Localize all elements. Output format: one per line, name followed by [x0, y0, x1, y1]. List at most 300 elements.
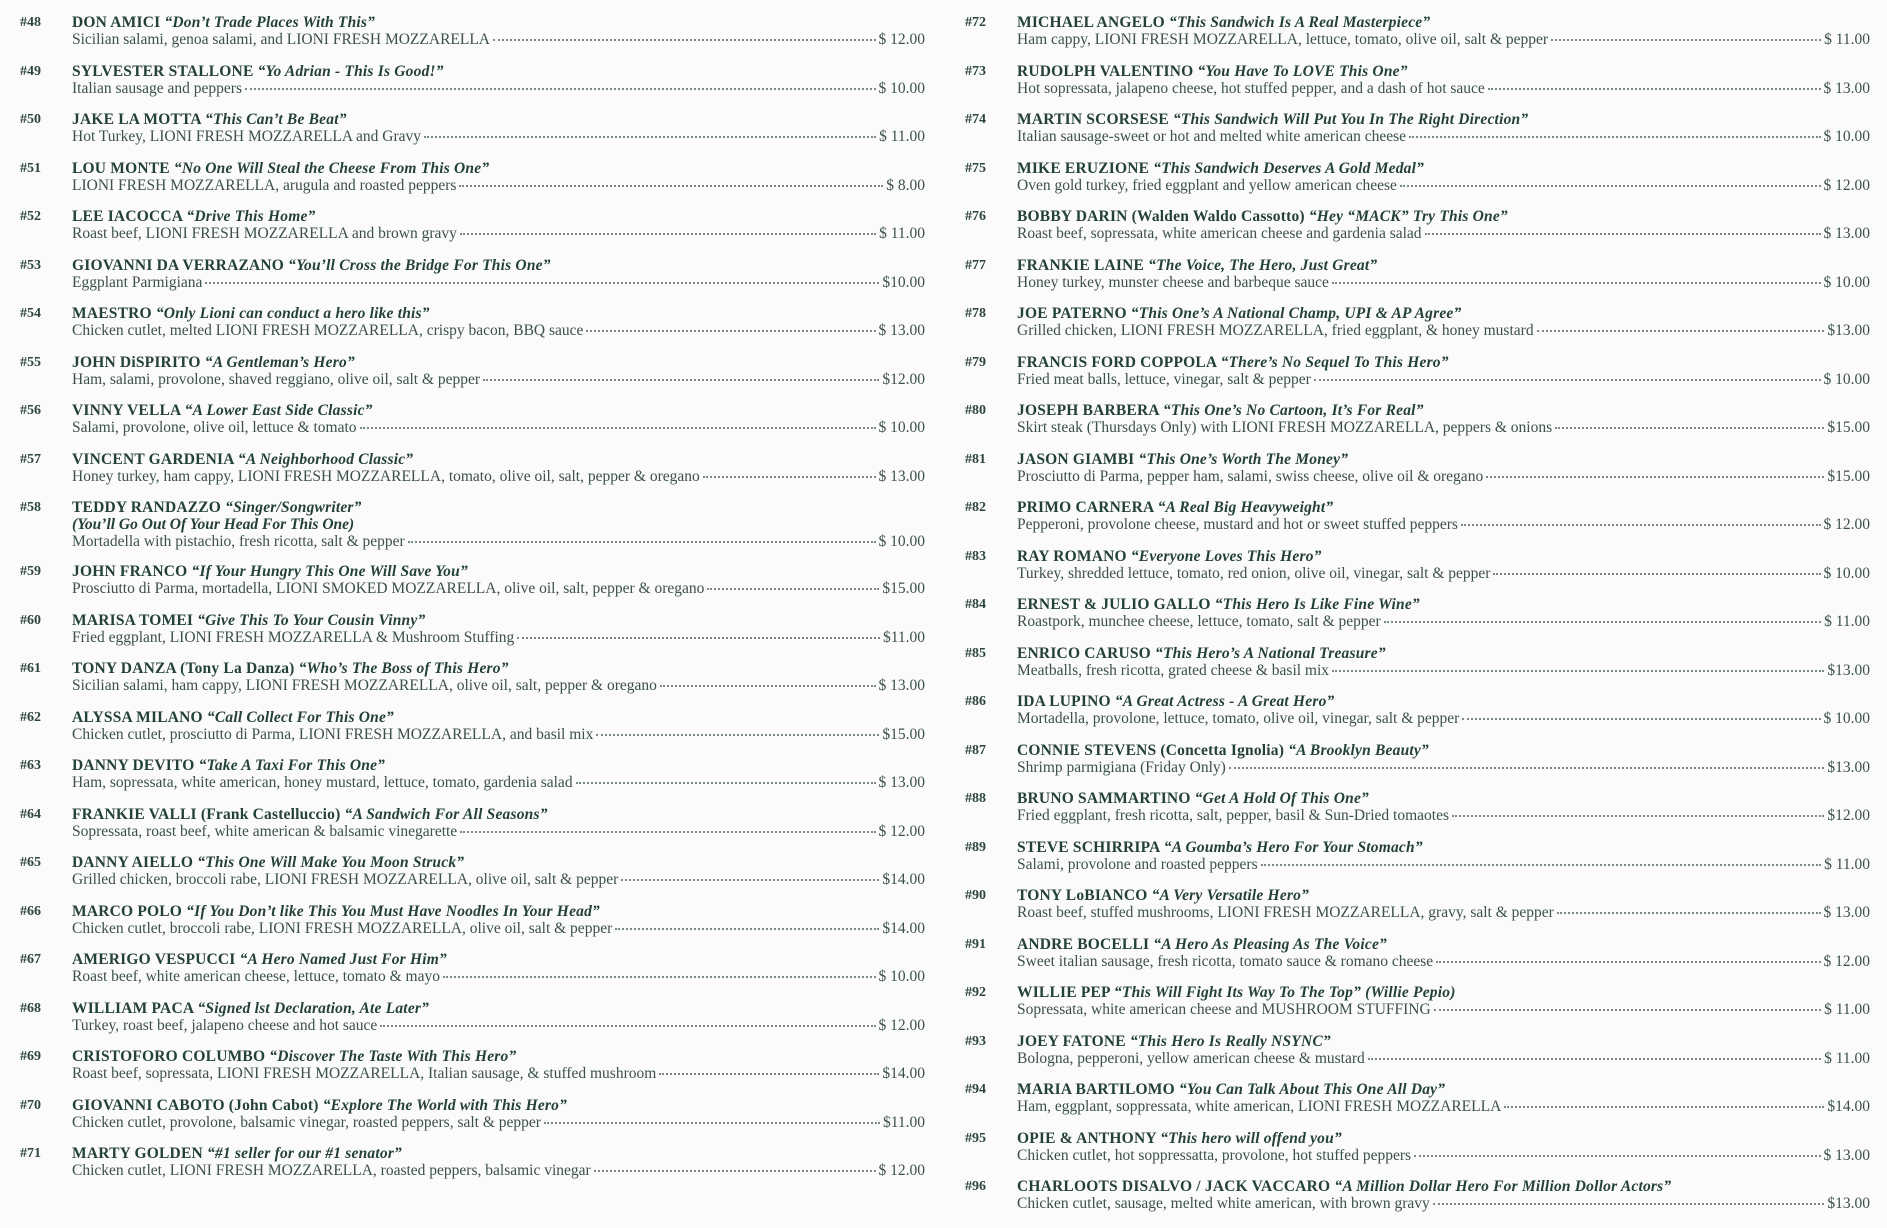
- dot-leader: [380, 1025, 875, 1027]
- menu-item: [965, 160, 1870, 209]
- item-name: MARCO POLO: [72, 902, 183, 920]
- item-number: #79: [965, 354, 986, 370]
- menu-item: [965, 1130, 1870, 1179]
- item-tagline: “Everyone Loves This Hero”: [1130, 547, 1322, 565]
- item-description-line: [72, 580, 925, 597]
- item-title: [72, 660, 925, 677]
- item-description-line: [72, 371, 925, 388]
- dot-leader: [1461, 524, 1821, 526]
- item-title: [1017, 402, 1870, 419]
- item-description-line: [1017, 613, 1870, 630]
- item-price: $ 13.00: [878, 677, 925, 694]
- item-price: $ 11.00: [1824, 1049, 1870, 1067]
- item-name: MARTY GOLDEN: [72, 1145, 203, 1162]
- item-name: DANNY AIELLO: [72, 854, 194, 871]
- item-description-line: [1017, 419, 1870, 436]
- item-description: Mortadella with pistachio, fresh ricotta, salt & pepper: [72, 533, 405, 550]
- menu-item: [965, 839, 1870, 888]
- item-description-line: [72, 177, 925, 194]
- item-description-line: [1017, 807, 1870, 824]
- item-tagline: “This Hero Is Really NSYNC”: [1129, 1032, 1331, 1050]
- item-tagline: “This One’s No Cartoon, It’s For Real”: [1162, 402, 1424, 419]
- item-description-line: [1017, 1098, 1870, 1115]
- item-title: [1017, 936, 1870, 953]
- item-description: Chicken cutlet, prosciutto di Parma, LIONI FRESH MOZZARELLA, and basil mix: [72, 725, 594, 743]
- item-tagline: “A Hero As Pleasing As The Voice”: [1153, 935, 1387, 953]
- item-title: [1017, 257, 1870, 274]
- item-description-line: [72, 1162, 925, 1179]
- item-description: Oven gold turkey, fried eggplant and yellow american cheese: [1017, 176, 1397, 194]
- dot-leader: [615, 928, 879, 930]
- item-number: #72: [965, 15, 986, 30]
- item-description-line: [72, 774, 925, 791]
- item-name: WILLIE PEP: [1017, 984, 1110, 1001]
- item-price: $ 10.00: [1823, 370, 1870, 388]
- menu-item: [965, 548, 1870, 597]
- item-description-line: [1017, 177, 1870, 194]
- item-description: Skirt steak (Thursdays Only) with LIONI FRESH MOZZARELLA, peppers & onions: [1017, 419, 1553, 436]
- dot-leader: [1488, 88, 1821, 90]
- menu-item: [965, 354, 1870, 403]
- item-name: JAKE LA MOTTA: [72, 111, 201, 128]
- item-description: Italian sausage-sweet or hot and melted white american cheese: [1017, 128, 1407, 145]
- dot-leader: [1414, 1155, 1820, 1157]
- dot-leader: [1452, 815, 1824, 817]
- menu-item: [20, 612, 925, 661]
- menu-item: [20, 903, 925, 952]
- item-description: Hot sopressata, jalapeno cheese, hot stuffed pepper, and a dash of hot sauce: [1017, 79, 1485, 97]
- item-title: [1017, 1178, 1870, 1195]
- item-title: [1017, 984, 1870, 1001]
- item-number: #60: [20, 612, 41, 628]
- item-price: $13.00: [1827, 322, 1870, 339]
- item-description: Chicken cutlet, broccoli rabe, LIONI FRESH MOZZARELLA, olive oil, salt & pepper: [72, 919, 613, 937]
- dot-leader: [483, 379, 879, 381]
- item-title: [72, 208, 925, 225]
- item-name: JOSEPH BARBERA: [1017, 402, 1159, 419]
- menu-item: [965, 451, 1870, 500]
- dot-leader: [586, 330, 875, 332]
- item-number: #59: [20, 564, 41, 579]
- item-tagline: “This Sandwich Is A Real Masterpiece”: [1169, 14, 1431, 31]
- item-name: JOE PATERNO: [1017, 305, 1127, 322]
- item-description: Sopressata, roast beef, white american & balsamic vinegarette: [72, 822, 458, 840]
- item-description-line: [72, 726, 925, 743]
- item-description-line: [72, 968, 925, 985]
- dot-leader: [594, 1170, 876, 1172]
- item-description-line: [1017, 1001, 1870, 1018]
- item-tagline: “A Brooklyn Beauty”: [1288, 741, 1429, 759]
- dot-leader: [660, 685, 876, 687]
- item-price: $ 10.00: [1823, 710, 1870, 727]
- item-description-line: [1017, 371, 1870, 388]
- item-description-line: [1017, 31, 1870, 48]
- item-tagline: “A Great Actress - A Great Hero”: [1114, 693, 1335, 710]
- item-price: $14.00: [882, 1065, 925, 1082]
- item-tagline: “This Sandwich Deserves A Gold Medal”: [1153, 159, 1425, 177]
- menu-item: [20, 709, 925, 758]
- item-name: ALYSSA MILANO: [72, 708, 203, 726]
- item-title: [72, 499, 925, 516]
- item-description-line: [72, 274, 925, 291]
- menu-item: [965, 693, 1870, 742]
- item-name: FRANKIE VALLI (Frank Castelluccio): [72, 805, 341, 823]
- item-price: $10.00: [882, 273, 925, 291]
- item-number: #64: [20, 806, 41, 822]
- item-price: $15.00: [882, 725, 925, 743]
- item-title: [1017, 1081, 1870, 1098]
- item-description: Prosciutto di Parma, mortadella, LIONI SMOKED MOZZARELLA, olive oil, salt, pepper & oregano: [72, 580, 705, 597]
- dot-leader: [517, 637, 880, 639]
- menu-item: [965, 596, 1870, 645]
- item-title: [72, 806, 925, 823]
- item-description-line: [72, 80, 925, 97]
- item-description: Fried eggplant, LIONI FRESH MOZZARELLA & Mushroom Stuffing: [72, 628, 515, 646]
- dot-leader: [576, 782, 876, 784]
- dot-leader: [1537, 330, 1825, 332]
- item-price: $ 12.00: [878, 31, 925, 48]
- item-price: $12.00: [882, 370, 925, 388]
- menu-item: [965, 499, 1870, 548]
- item-title: [72, 354, 925, 371]
- menu-item: [965, 645, 1870, 694]
- item-name: TONY LoBIANCO: [1017, 887, 1148, 904]
- item-price: $13.00: [1827, 1195, 1870, 1212]
- item-number: #90: [965, 888, 986, 903]
- item-name: STEVE SCHIRRIPA: [1017, 838, 1160, 856]
- item-number: #86: [965, 694, 986, 709]
- item-number: #75: [965, 160, 986, 176]
- menu-item: [20, 951, 925, 1000]
- item-title: [72, 612, 925, 629]
- item-price: $ 8.00: [886, 176, 925, 194]
- item-tagline: “Only Lioni can conduct a hero like this”: [155, 305, 430, 322]
- menu-item: [965, 790, 1870, 839]
- item-description-line: [1017, 80, 1870, 97]
- item-tagline: “This Will Fight Its Way To The Top” (Willie Pepio): [1113, 984, 1456, 1001]
- item-tagline: “This Hero Is Like Fine Wine”: [1214, 596, 1420, 613]
- item-name: GIOVANNI DA VERRAZANO: [72, 256, 285, 274]
- menu-item: [20, 1048, 925, 1097]
- menu-item: [20, 854, 925, 903]
- menu-item: [965, 1033, 1870, 1082]
- item-price: $ 13.00: [878, 322, 925, 339]
- item-subtitle: (You’ll Go Out Of Your Head For This One): [72, 516, 355, 533]
- item-name: GIOVANNI CABOTO (John Cabot): [72, 1096, 319, 1114]
- item-description-line: [72, 677, 925, 694]
- dot-leader: [1332, 670, 1824, 672]
- item-tagline: “A Million Dollar Hero For Million Dollor Actors”: [1334, 1178, 1672, 1195]
- item-name: MARTIN SCORSESE: [1017, 111, 1169, 128]
- item-title: [1017, 645, 1870, 662]
- item-name: ANDRE BOCELLI: [1017, 935, 1150, 953]
- item-name: MARIA BARTILOMO: [1017, 1081, 1175, 1098]
- item-name: LOU MONTE: [72, 159, 170, 177]
- item-number: #73: [965, 63, 986, 79]
- item-description-line: [72, 871, 925, 888]
- item-title: [72, 854, 925, 871]
- item-number: #61: [20, 661, 41, 676]
- item-number: #54: [20, 306, 41, 321]
- menu-item: [20, 451, 925, 500]
- item-name: DON AMICI: [72, 14, 161, 31]
- item-price: $ 13.00: [1823, 225, 1870, 242]
- item-number: #88: [965, 791, 986, 806]
- item-description-line: [1017, 468, 1870, 485]
- item-price: $14.00: [1827, 1098, 1870, 1115]
- menu-item: [20, 563, 925, 612]
- item-price: $15.00: [882, 580, 925, 597]
- dot-leader: [1314, 379, 1821, 381]
- menu-item: [965, 1081, 1870, 1130]
- item-title: [72, 757, 925, 774]
- item-number: #48: [20, 15, 41, 30]
- item-description: Ham, salami, provolone, shaved reggiano, olive oil, salt & pepper: [72, 370, 481, 388]
- menu-item: [965, 1178, 1870, 1227]
- item-price: $ 12.00: [878, 822, 925, 840]
- item-description-line: [1017, 953, 1870, 970]
- dot-leader: [707, 588, 879, 590]
- item-tagline: “If Your Hungry This One Will Save You”: [191, 563, 468, 580]
- item-name: JOHN FRANCO: [72, 563, 188, 580]
- menu-item: [20, 111, 925, 160]
- item-title: [72, 111, 925, 128]
- dot-leader: [1504, 1106, 1824, 1108]
- item-description: Salami, provolone, olive oil, lettuce & tomato: [72, 419, 357, 436]
- item-name: CHARLOOTS DISALVO / JACK VACCARO: [1017, 1178, 1331, 1195]
- item-tagline: “No One Will Steal the Cheese From This One”: [173, 159, 490, 177]
- item-name: DANNY DEVITO: [72, 757, 195, 774]
- dot-leader: [424, 136, 876, 138]
- item-number: #71: [20, 1146, 41, 1161]
- item-description-line: [72, 823, 925, 840]
- item-name: MICHAEL ANGELO: [1017, 14, 1165, 31]
- item-description: Roast beef, sopressata, white american cheese and gardenia salad: [1017, 225, 1422, 242]
- item-title: [72, 14, 925, 31]
- item-title: [1017, 1130, 1870, 1147]
- menu-item: [20, 499, 925, 563]
- item-description: Roast beef, stuffed mushrooms, LIONI FRESH MOZZARELLA, gravy, salt & pepper: [1017, 904, 1554, 921]
- item-price: $15.00: [1827, 467, 1870, 485]
- item-description: Prosciutto di Parma, pepper ham, salami, swiss cheese, olive oil & oregano: [1017, 467, 1484, 485]
- item-description: LIONI FRESH MOZZARELLA, arugula and roasted peppers: [72, 176, 457, 194]
- item-number: #74: [965, 112, 986, 127]
- menu-item: [20, 660, 925, 709]
- item-description: Eggplant Parmigiana: [72, 273, 203, 291]
- dot-leader: [1425, 233, 1821, 235]
- item-title: [72, 305, 925, 322]
- item-title: [1017, 111, 1870, 128]
- item-description: Meatballs, fresh ricotta, grated cheese & basil mix: [1017, 661, 1330, 679]
- item-tagline: “This Sandwich Will Put You In The Right Direction”: [1172, 111, 1529, 128]
- item-title: [1017, 499, 1870, 516]
- item-title: [1017, 839, 1870, 856]
- item-tagline: “This One’s A National Champ, UPI & AP Agree”: [1130, 305, 1462, 322]
- item-description-line: [72, 1114, 925, 1131]
- item-title: [72, 451, 925, 468]
- item-tagline: “A Sandwich For All Seasons”: [344, 805, 548, 823]
- dot-leader: [1384, 621, 1821, 623]
- item-title: [1017, 160, 1870, 177]
- item-title: [72, 709, 925, 726]
- item-description: Chicken cutlet, LIONI FRESH MOZZARELLA, roasted peppers, balsamic vinegar: [72, 1162, 591, 1179]
- item-title: [1017, 596, 1870, 613]
- item-tagline: “A Hero Named Just For Him”: [239, 951, 447, 968]
- item-description-line: [1017, 856, 1870, 873]
- item-tagline: “Signed lst Declaration, Ate Later”: [197, 999, 430, 1017]
- item-name: MARISA TOMEI: [72, 611, 194, 629]
- item-description-line: [72, 533, 925, 550]
- item-number: #58: [20, 500, 41, 515]
- menu-item: [965, 742, 1870, 791]
- dot-leader: [360, 427, 876, 429]
- dot-leader: [460, 831, 875, 833]
- item-name: LEE IACOCCA: [72, 208, 183, 225]
- item-description-line: [72, 468, 925, 485]
- item-tagline: “Explore The World with This Hero”: [322, 1096, 568, 1114]
- menu-item: [20, 354, 925, 403]
- item-tagline: “Take A Taxi For This One”: [198, 757, 386, 774]
- item-number: #70: [20, 1097, 41, 1113]
- item-price: $ 10.00: [878, 968, 925, 985]
- menu-item: [965, 14, 1870, 63]
- dot-leader: [1557, 912, 1821, 914]
- menu-item: [965, 63, 1870, 112]
- item-tagline: “Yo Adrian - This Is Good!”: [257, 62, 444, 80]
- item-number: #68: [20, 1000, 41, 1016]
- item-number: #76: [965, 209, 986, 224]
- item-name: ENRICO CARUSO: [1017, 644, 1151, 662]
- dot-leader: [1436, 961, 1820, 963]
- item-title: [1017, 790, 1870, 807]
- item-number: #51: [20, 160, 41, 176]
- item-number: #69: [20, 1049, 41, 1064]
- item-price: $15.00: [1827, 419, 1870, 436]
- item-title: [1017, 742, 1870, 759]
- item-tagline: “This One Will Make You Moon Struck”: [197, 854, 465, 871]
- item-title: [72, 1145, 925, 1162]
- item-price: $ 10.00: [1823, 564, 1870, 582]
- item-name: TONY DANZA (Tony La Danza): [72, 660, 295, 677]
- item-name: JASON GIAMBI: [1017, 450, 1135, 468]
- item-description-line: [1017, 225, 1870, 242]
- item-description-line: [72, 1065, 925, 1082]
- item-number: #66: [20, 903, 41, 919]
- menu-item: [20, 757, 925, 806]
- item-name: JOHN DiSPIRITO: [72, 353, 201, 371]
- item-tagline: “This One’s Worth The Money”: [1138, 450, 1349, 468]
- menu-column-left: [20, 14, 925, 1194]
- item-number: #82: [965, 500, 986, 515]
- item-tagline: “Give This To Your Cousin Vinny”: [197, 611, 426, 629]
- item-price: $11.00: [882, 1113, 925, 1131]
- item-description-line: [72, 322, 925, 339]
- item-title: [72, 1000, 925, 1017]
- item-name: PRIMO CARNERA: [1017, 499, 1154, 516]
- item-tagline: “#1 seller for our #1 senator”: [206, 1145, 402, 1162]
- item-description-line: [1017, 516, 1870, 533]
- item-tagline: “A Neighborhood Classic”: [237, 450, 414, 468]
- item-price: $ 13.00: [1823, 1146, 1870, 1164]
- item-tagline: “You’ll Cross the Bridge For This One”: [288, 256, 551, 274]
- item-price: $12.00: [1827, 807, 1870, 824]
- menu-item: [20, 1145, 925, 1194]
- item-price: $ 11.00: [1824, 1001, 1870, 1018]
- item-description: Roast beef, sopressata, LIONI FRESH MOZZARELLA, Italian sausage, & stuffed mushroom: [72, 1065, 657, 1082]
- dot-leader: [408, 541, 876, 543]
- item-description-line: [1017, 710, 1870, 727]
- item-number: #49: [20, 63, 41, 79]
- item-description-line: [1017, 662, 1870, 679]
- dot-leader: [443, 976, 876, 978]
- item-description: Honey turkey, munster cheese and barbeque sauce: [1017, 273, 1329, 291]
- item-tagline: “Hey “MACK” Try This One”: [1308, 208, 1508, 225]
- item-price: $ 10.00: [878, 79, 925, 97]
- item-price: $ 11.00: [879, 225, 925, 242]
- item-number: #57: [20, 451, 41, 467]
- item-number: #55: [20, 354, 41, 370]
- item-title: [1017, 548, 1870, 565]
- item-description: Shrimp parmigiana (Friday Only): [1017, 758, 1226, 776]
- item-name: TEDDY RANDAZZO: [72, 499, 222, 516]
- item-number: #50: [20, 112, 41, 127]
- item-tagline: “Get A Hold Of This One”: [1194, 790, 1369, 807]
- item-description-line: [1017, 759, 1870, 776]
- dot-leader: [1332, 282, 1821, 284]
- menu-item: [965, 984, 1870, 1033]
- item-price: $ 10.00: [878, 533, 925, 550]
- item-description: Chicken cutlet, melted LIONI FRESH MOZZARELLA, crispy bacon, BBQ sauce: [72, 322, 584, 339]
- item-description: Sicilian salami, genoa salami, and LIONI FRESH MOZZARELLA: [72, 31, 491, 48]
- dot-leader: [1261, 864, 1821, 866]
- item-description: Bologna, pepperoni, yellow american cheese & mustard: [1017, 1049, 1365, 1067]
- item-name: MIKE ERUZIONE: [1017, 159, 1150, 177]
- item-description: Roast beef, white american cheese, lettuce, tomato & mayo: [72, 968, 440, 985]
- item-price: $ 11.00: [879, 128, 925, 145]
- dot-leader: [460, 233, 876, 235]
- item-title: [72, 1048, 925, 1065]
- item-price: $ 10.00: [1823, 273, 1870, 291]
- item-price: $ 11.00: [1824, 613, 1870, 630]
- item-name: MAESTRO: [72, 305, 152, 322]
- item-name: FRANKIE LAINE: [1017, 256, 1145, 274]
- item-price: $13.00: [1827, 661, 1870, 679]
- menu-item: [965, 208, 1870, 257]
- menu-item: [965, 887, 1870, 936]
- item-name: JOEY FATONE: [1017, 1032, 1126, 1050]
- item-name: CRISTOFORO COLUMBO: [72, 1048, 266, 1065]
- item-title: [72, 160, 925, 177]
- item-title: [72, 563, 925, 580]
- item-name: BRUNO SAMMARTINO: [1017, 790, 1191, 807]
- item-title: [72, 402, 925, 419]
- menu-item: [965, 305, 1870, 354]
- dot-leader: [621, 879, 879, 881]
- item-number: #92: [965, 985, 986, 1000]
- item-number: #93: [965, 1033, 986, 1049]
- item-name: RUDOLPH VALENTINO: [1017, 62, 1194, 80]
- item-price: $ 11.00: [1824, 855, 1870, 873]
- item-tagline: “Don’t Trade Places With This”: [164, 14, 376, 31]
- dot-leader: [1409, 136, 1820, 138]
- item-tagline: “You Have To LOVE This One”: [1197, 62, 1408, 80]
- item-description: Turkey, roast beef, jalapeno cheese and hot sauce: [72, 1016, 378, 1034]
- dot-leader: [205, 282, 879, 284]
- item-price: $ 10.00: [878, 419, 925, 436]
- item-title: [1017, 305, 1870, 322]
- item-description: Ham cappy, LIONI FRESH MOZZARELLA, lettuce, tomato, olive oil, salt & pepper: [1017, 31, 1549, 48]
- item-tagline: “The Voice, The Hero, Just Great”: [1148, 256, 1378, 274]
